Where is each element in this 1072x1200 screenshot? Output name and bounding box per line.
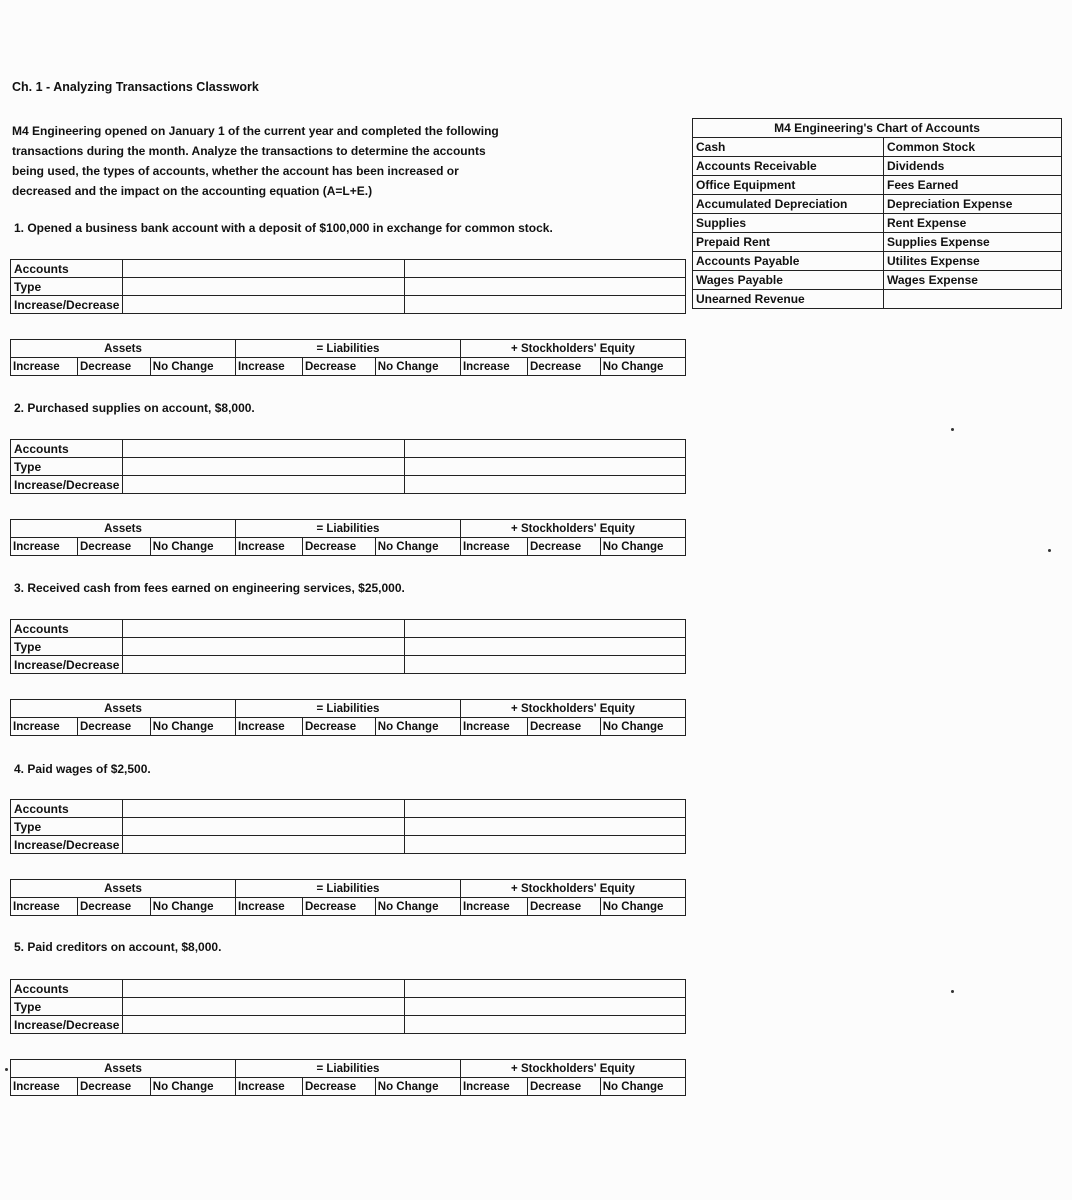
liabilities-increase[interactable]: Increase bbox=[235, 538, 302, 556]
instructions-line: M4 Engineering opened on January 1 of the current year and completed the following bbox=[12, 124, 499, 138]
equity-header: + Stockholders' Equity bbox=[460, 1060, 685, 1078]
coa-account: Depreciation Expense bbox=[884, 195, 1062, 214]
type-label: Type bbox=[11, 998, 123, 1016]
equation-table-1 bbox=[10, 339, 686, 376]
type-answer-cell[interactable] bbox=[123, 638, 404, 656]
transaction-1-text: 1. Opened a business bank account with a deposit of $100,000 in exchange for common stock. bbox=[14, 221, 553, 235]
equation-table-5 bbox=[10, 1059, 686, 1096]
type-answer-cell[interactable] bbox=[404, 638, 685, 656]
type-answer-cell[interactable] bbox=[404, 278, 685, 296]
type-answer-cell[interactable] bbox=[123, 278, 404, 296]
answer-table-4 bbox=[10, 799, 686, 854]
accounts-answer-cell[interactable] bbox=[123, 620, 404, 638]
equity-decrease[interactable]: Decrease bbox=[527, 718, 600, 736]
chart-of-accounts-title: M4 Engineering's Chart of Accounts bbox=[693, 119, 1062, 138]
accounts-answer-cell[interactable] bbox=[123, 980, 404, 998]
liabilities-header: = Liabilities bbox=[235, 520, 460, 538]
increase-decrease-label: Increase/Decrease bbox=[11, 296, 123, 314]
liabilities-header: = Liabilities bbox=[235, 880, 460, 898]
type-label: Type bbox=[11, 638, 123, 656]
liabilities-decrease[interactable]: Decrease bbox=[302, 1078, 375, 1096]
equation-table-3 bbox=[10, 699, 686, 736]
assets-no-change[interactable]: No Change bbox=[150, 358, 235, 376]
transaction-5-text: 5. Paid creditors on account, $8,000. bbox=[14, 940, 222, 954]
equity-increase[interactable]: Increase bbox=[460, 898, 527, 916]
accounts-answer-cell[interactable] bbox=[404, 440, 685, 458]
assets-header: Assets bbox=[11, 700, 236, 718]
liabilities-header: = Liabilities bbox=[235, 700, 460, 718]
assets-no-change[interactable]: No Change bbox=[150, 898, 235, 916]
increase-decrease-answer-cell[interactable] bbox=[123, 836, 404, 854]
equity-increase[interactable]: Increase bbox=[460, 1078, 527, 1096]
assets-header: Assets bbox=[11, 1060, 236, 1078]
increase-decrease-answer-cell[interactable] bbox=[123, 296, 404, 314]
accounts-answer-cell[interactable] bbox=[404, 800, 685, 818]
coa-account: Utilites Expense bbox=[884, 252, 1062, 271]
coa-account bbox=[884, 290, 1062, 309]
assets-header: Assets bbox=[11, 880, 236, 898]
speck bbox=[1048, 549, 1051, 552]
liabilities-header: = Liabilities bbox=[235, 1060, 460, 1078]
type-answer-cell[interactable] bbox=[123, 458, 404, 476]
accounts-answer-cell[interactable] bbox=[404, 260, 685, 278]
assets-increase[interactable]: Increase bbox=[11, 898, 78, 916]
increase-decrease-label: Increase/Decrease bbox=[11, 836, 123, 854]
speck bbox=[951, 990, 954, 993]
instructions-line: decreased and the impact on the accounting equation (A=L+E.) bbox=[12, 184, 373, 198]
accounts-answer-cell[interactable] bbox=[123, 800, 404, 818]
liabilities-increase[interactable]: Increase bbox=[235, 1078, 302, 1096]
type-label: Type bbox=[11, 818, 123, 836]
equity-header: + Stockholders' Equity bbox=[460, 700, 685, 718]
assets-no-change[interactable]: No Change bbox=[150, 718, 235, 736]
increase-decrease-label: Increase/Decrease bbox=[11, 1016, 123, 1034]
increase-decrease-answer-cell[interactable] bbox=[404, 1016, 685, 1034]
equity-header: + Stockholders' Equity bbox=[460, 520, 685, 538]
equity-increase[interactable]: Increase bbox=[460, 538, 527, 556]
equity-no-change[interactable]: No Change bbox=[600, 1078, 685, 1096]
increase-decrease-answer-cell[interactable] bbox=[404, 296, 685, 314]
coa-account: Accumulated Depreciation bbox=[693, 195, 884, 214]
assets-decrease[interactable]: Decrease bbox=[78, 358, 151, 376]
increase-decrease-answer-cell[interactable] bbox=[123, 656, 404, 674]
assets-decrease[interactable]: Decrease bbox=[78, 538, 151, 556]
liabilities-increase[interactable]: Increase bbox=[235, 358, 302, 376]
assets-increase[interactable]: Increase bbox=[11, 358, 78, 376]
accounts-label: Accounts bbox=[11, 440, 123, 458]
instructions-line: being used, the types of accounts, whether the account has been increased or bbox=[12, 164, 459, 178]
assets-no-change[interactable]: No Change bbox=[150, 1078, 235, 1096]
assets-header: Assets bbox=[11, 340, 236, 358]
equation-table-2 bbox=[10, 519, 686, 556]
accounts-answer-cell[interactable] bbox=[404, 620, 685, 638]
increase-decrease-answer-cell[interactable] bbox=[404, 656, 685, 674]
answer-table-1 bbox=[10, 259, 686, 314]
equation-table-4 bbox=[10, 879, 686, 916]
accounts-label: Accounts bbox=[11, 260, 123, 278]
assets-header: Assets bbox=[11, 520, 236, 538]
equity-decrease[interactable]: Decrease bbox=[527, 358, 600, 376]
answer-table-2 bbox=[10, 439, 686, 494]
equity-header: + Stockholders' Equity bbox=[460, 340, 685, 358]
coa-account: Cash bbox=[693, 138, 884, 157]
instructions bbox=[12, 121, 572, 201]
coa-account: Dividends bbox=[884, 157, 1062, 176]
equity-decrease[interactable]: Decrease bbox=[527, 1078, 600, 1096]
chart-of-accounts-table bbox=[692, 118, 1062, 309]
increase-decrease-label: Increase/Decrease bbox=[11, 476, 123, 494]
coa-account: Fees Earned bbox=[884, 176, 1062, 195]
equity-header: + Stockholders' Equity bbox=[460, 880, 685, 898]
assets-decrease[interactable]: Decrease bbox=[78, 898, 151, 916]
assets-increase[interactable]: Increase bbox=[11, 1078, 78, 1096]
coa-account: Wages Expense bbox=[884, 271, 1062, 290]
transaction-3-text: 3. Received cash from fees earned on engineering services, $25,000. bbox=[14, 581, 405, 595]
increase-decrease-label: Increase/Decrease bbox=[11, 656, 123, 674]
type-label: Type bbox=[11, 278, 123, 296]
increase-decrease-answer-cell[interactable] bbox=[123, 476, 404, 494]
assets-increase[interactable]: Increase bbox=[11, 538, 78, 556]
increase-decrease-answer-cell[interactable] bbox=[404, 476, 685, 494]
type-answer-cell[interactable] bbox=[404, 458, 685, 476]
liabilities-decrease[interactable]: Decrease bbox=[302, 538, 375, 556]
equity-no-change[interactable]: No Change bbox=[600, 898, 685, 916]
assets-increase[interactable]: Increase bbox=[11, 718, 78, 736]
liabilities-header: = Liabilities bbox=[235, 340, 460, 358]
coa-account: Supplies bbox=[693, 214, 884, 233]
liabilities-no-change[interactable]: No Change bbox=[375, 538, 460, 556]
type-label: Type bbox=[11, 458, 123, 476]
speck bbox=[951, 428, 954, 431]
equity-no-change[interactable]: No Change bbox=[600, 718, 685, 736]
equity-increase[interactable]: Increase bbox=[460, 358, 527, 376]
accounts-answer-cell[interactable] bbox=[404, 980, 685, 998]
coa-account: Common Stock bbox=[884, 138, 1062, 157]
liabilities-no-change[interactable]: No Change bbox=[375, 358, 460, 376]
increase-decrease-answer-cell[interactable] bbox=[123, 1016, 404, 1034]
answer-table-5 bbox=[10, 979, 686, 1034]
accounts-label: Accounts bbox=[11, 980, 123, 998]
accounts-label: Accounts bbox=[11, 800, 123, 818]
coa-account: Unearned Revenue bbox=[693, 290, 884, 309]
accounts-answer-cell[interactable] bbox=[123, 440, 404, 458]
transaction-2-text: 2. Purchased supplies on account, $8,000. bbox=[14, 401, 255, 415]
accounts-label: Accounts bbox=[11, 620, 123, 638]
coa-account: Prepaid Rent bbox=[693, 233, 884, 252]
instructions-line: transactions during the month. Analyze the transactions to determine the accounts bbox=[12, 144, 486, 158]
liabilities-no-change[interactable]: No Change bbox=[375, 898, 460, 916]
coa-account: Accounts Payable bbox=[693, 252, 884, 271]
liabilities-no-change[interactable]: No Change bbox=[375, 1078, 460, 1096]
liabilities-no-change[interactable]: No Change bbox=[375, 718, 460, 736]
liabilities-decrease[interactable]: Decrease bbox=[302, 718, 375, 736]
liabilities-decrease[interactable]: Decrease bbox=[302, 898, 375, 916]
coa-account: Supplies Expense bbox=[884, 233, 1062, 252]
page-title: Ch. 1 - Analyzing Transactions Classwork bbox=[12, 80, 259, 94]
equity-decrease[interactable]: Decrease bbox=[527, 538, 600, 556]
type-answer-cell[interactable] bbox=[404, 818, 685, 836]
coa-account: Wages Payable bbox=[693, 271, 884, 290]
equity-decrease[interactable]: Decrease bbox=[527, 898, 600, 916]
type-answer-cell[interactable] bbox=[123, 818, 404, 836]
coa-account: Office Equipment bbox=[693, 176, 884, 195]
answer-table-3 bbox=[10, 619, 686, 674]
liabilities-increase[interactable]: Increase bbox=[235, 898, 302, 916]
type-answer-cell[interactable] bbox=[123, 998, 404, 1016]
assets-decrease[interactable]: Decrease bbox=[78, 1078, 151, 1096]
accounts-answer-cell[interactable] bbox=[123, 260, 404, 278]
liabilities-increase[interactable]: Increase bbox=[235, 718, 302, 736]
type-answer-cell[interactable] bbox=[404, 998, 685, 1016]
speck bbox=[5, 1068, 8, 1071]
equity-increase[interactable]: Increase bbox=[460, 718, 527, 736]
increase-decrease-answer-cell[interactable] bbox=[404, 836, 685, 854]
coa-account: Rent Expense bbox=[884, 214, 1062, 233]
transaction-4-text: 4. Paid wages of $2,500. bbox=[14, 762, 151, 776]
assets-no-change[interactable]: No Change bbox=[150, 538, 235, 556]
equity-no-change[interactable]: No Change bbox=[600, 538, 685, 556]
liabilities-decrease[interactable]: Decrease bbox=[302, 358, 375, 376]
equity-no-change[interactable]: No Change bbox=[600, 358, 685, 376]
coa-account: Accounts Receivable bbox=[693, 157, 884, 176]
assets-decrease[interactable]: Decrease bbox=[78, 718, 151, 736]
